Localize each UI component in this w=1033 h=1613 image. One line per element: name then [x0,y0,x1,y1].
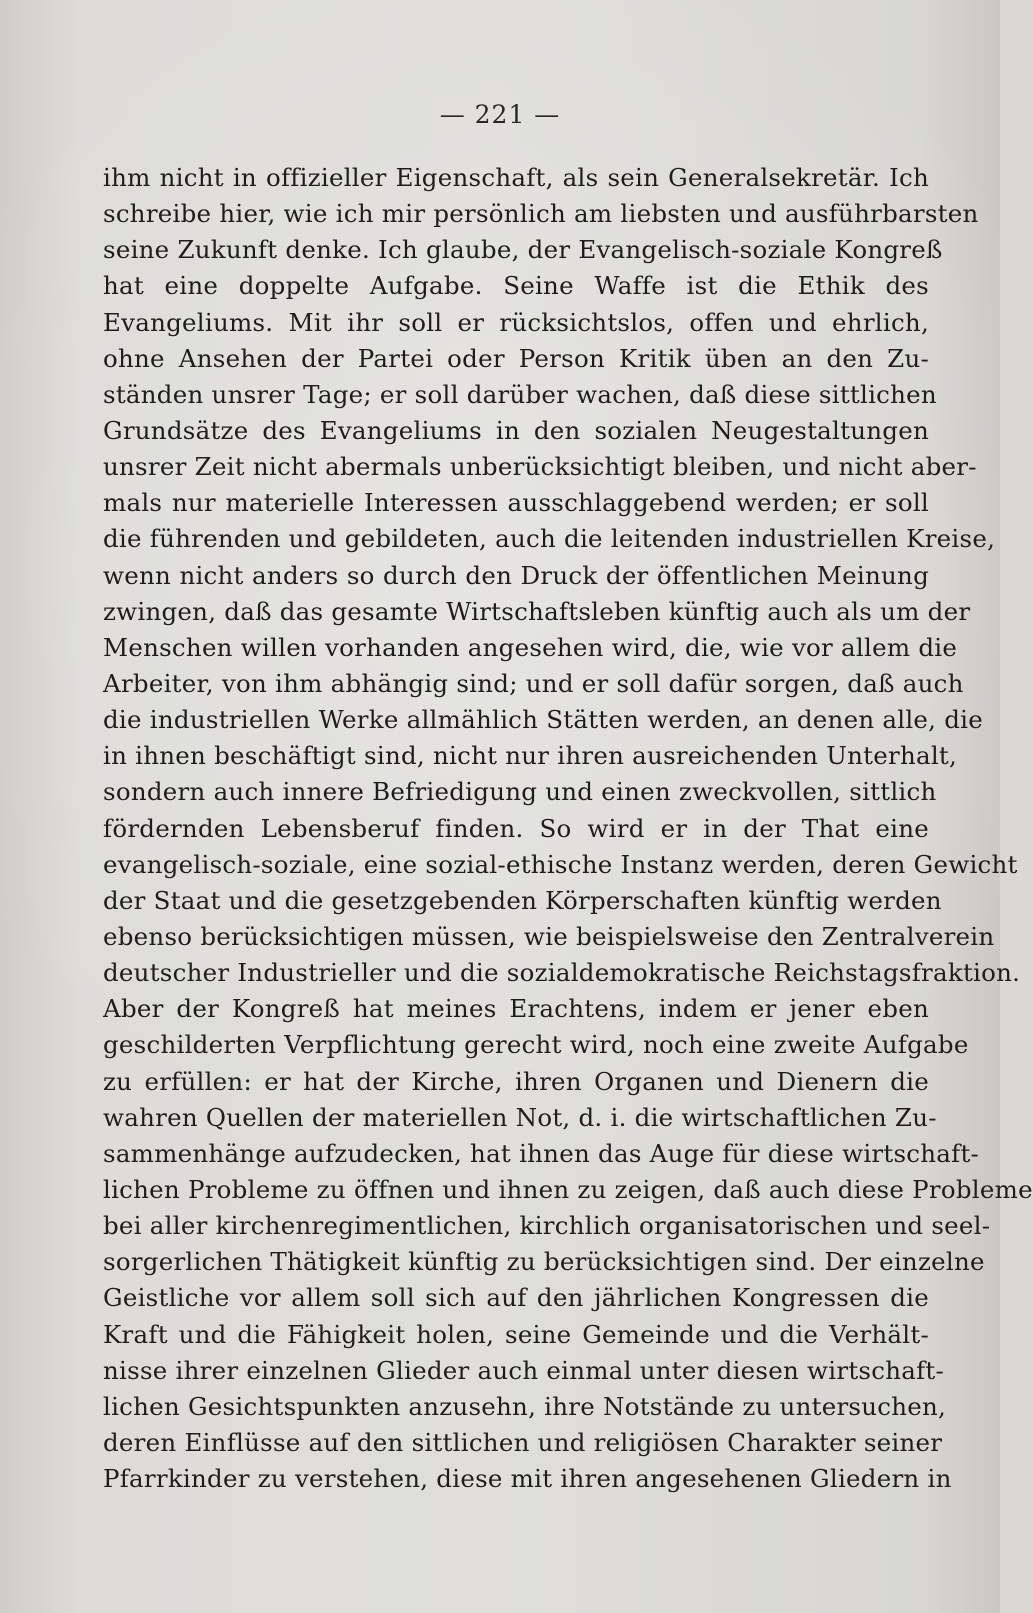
text-line: ebenso berücksichtigen müssen, wie beispielsweise den Zentralverein [103,921,995,951]
body-text [103,160,1033,1497]
text-line: bei aller kirchenregimentlichen, kirchlich organisatorischen und seel- [103,1211,991,1241]
text-line: ohne Ansehen der Partei oder Person Kritik üben an den Zu- [103,343,929,373]
text-line: wahren Quellen der materiellen Not, d. i. die wirtschaftlichen Zu- [103,1102,937,1132]
text-line: der Staat und die gesetzgebenden Körperschaften künftig werden [103,885,942,915]
text-line: in ihnen beschäftigt sind, nicht nur ihren ausreichenden Unterhalt, [103,741,958,771]
text-line: hat eine doppelte Aufgabe. Seine Waffe ist die Ethik des [103,271,929,301]
text-line: fördernden Lebensberuf finden. So wird er in der That eine [103,813,929,843]
text-line: lichen Gesichtspunkten anzusehn, ihre Notstände zu untersuchen, [103,1391,947,1421]
text-line: sammenhänge aufzudecken, hat ihnen das Auge für diese wirtschaft- [103,1138,980,1168]
text-line: ihm nicht in offizieller Eigenschaft, als sein Generalsekretär. Ich [103,163,929,192]
text-line: Evangeliums. Mit ihr soll er rücksichtslos, offen und ehrlich, [103,307,929,337]
text-line: sorgerlichen Thätigkeit künftig zu berücksichtigen sind. Der einzelne [103,1247,985,1277]
text-line: mals nur materielle Interessen ausschlaggebend werden; er soll [103,488,929,518]
text-line: die führenden und gebildeten, auch die leitenden industriellen Kreise, [103,524,996,554]
text-line: die industriellen Werke allmählich Stätten werden, an denen alle, die [103,705,984,735]
text-line: lichen Probleme zu öffnen und ihnen zu zeigen, daß auch diese Probleme [103,1174,1033,1204]
text-line: wenn nicht anders so durch den Druck der öffentlichen Meinung [103,560,929,590]
text-line: Grundsätze des Evangeliums in den sozialen Neugestaltungen [103,415,929,445]
page-number: — 221 — [439,100,561,129]
text-line: sondern auch innere Befriedigung und einen zweckvollen, sittlich [103,777,937,807]
text-line: Arbeiter, von ihm abhängig sind; und er soll dafür sorgen, daß auch [103,668,964,698]
text-line: geschilderten Verpflichtung gerecht wird, noch eine zweite Aufgabe [103,1030,969,1060]
text-line: Aber der Kongreß hat meines Erachtens, indem er jener eben [103,994,929,1024]
text-line: ständen unsrer Tage; er soll darüber wachen, daß diese sittlichen [103,379,937,409]
text-line: zwingen, daß das gesamte Wirtschaftsleben künftig auch als um der [103,596,971,626]
text-line: deren Einflüsse auf den sittlichen und religiösen Charakter seiner [103,1427,943,1457]
text-line: Pfarrkinder zu verstehen, diese mit ihren angesehenen Gliedern in [103,1464,952,1494]
text-line: schreibe hier, wie ich mir persönlich am liebsten und ausführbarsten [103,199,979,229]
text-line: evangelisch-soziale, eine sozial-ethische Instanz werden, deren Gewicht [103,849,1018,879]
text-line: Kraft und die Fähigkeit holen, seine Gemeinde und die Verhält- [103,1319,929,1349]
text-line: seine Zukunft denke. Ich glaube, der Evangelisch-soziale Kongreß [103,235,943,265]
text-line: Menschen willen vorhanden angesehen wird, die, wie vor allem die [103,632,958,662]
text-line: unsrer Zeit nicht abermals unberücksichtigt bleiben, und nicht aber- [103,452,977,482]
text-line: zu erfüllen: er hat der Kirche, ihren Organen und Dienern die [103,1066,929,1096]
text-line: nisse ihrer einzelnen Glieder auch einmal unter diesen wirtschaft- [103,1355,945,1385]
text-line: deutscher Industrieller und die sozialdemokratische Reichstagsfraktion. [103,958,1021,988]
text-line: Geistliche vor allem soll sich auf den jährlichen Kongressen die [103,1283,929,1313]
